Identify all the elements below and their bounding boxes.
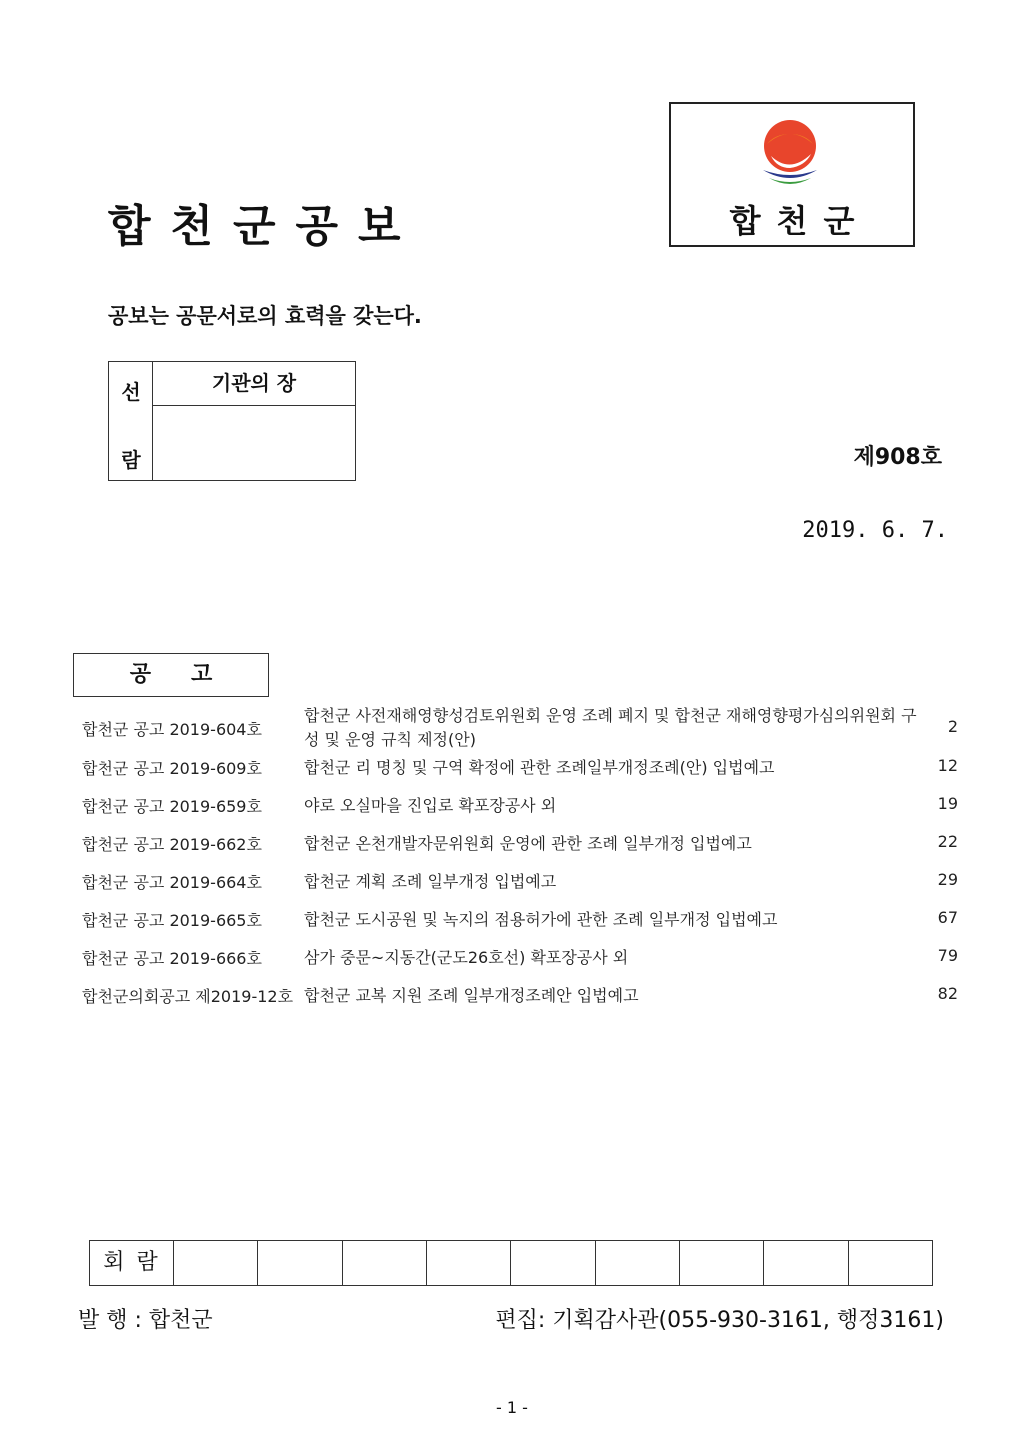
toc-number: 합천군 공고 2019-604호 xyxy=(82,720,262,739)
toc-page: 2 xyxy=(947,717,958,736)
approval-table xyxy=(108,361,356,481)
toc-page: 79 xyxy=(937,946,958,965)
toc-row xyxy=(82,756,958,794)
circulation-signature-cell xyxy=(343,1241,427,1285)
page-number: - 1 - xyxy=(496,1398,528,1417)
circulation-signature-cell xyxy=(427,1241,511,1285)
toc-row xyxy=(82,946,958,984)
circulation-signature-cell xyxy=(511,1241,595,1285)
circulation-signature-cell xyxy=(764,1241,848,1285)
toc-page: 67 xyxy=(937,908,958,927)
toc-title: 삼가 중문~지동간(군도26호선) 확포장공사 외 xyxy=(304,948,629,967)
toc-page: 12 xyxy=(937,756,958,775)
circulation-signature-cell xyxy=(596,1241,680,1285)
toc-row xyxy=(82,794,958,832)
circulation-table xyxy=(89,1240,933,1286)
circulation-signature-cell xyxy=(680,1241,764,1285)
issue-number: 제908호 xyxy=(853,445,942,470)
toc-title: 합천군 계획 조례 일부개정 입법예고 xyxy=(304,872,557,891)
section-heading: 공고 xyxy=(73,653,269,697)
toc-title: 합천군 사전재해영향성검토위원회 운영 조례 폐지 및 합천군 재해영향평가심의위원회 구성 및 운영 규칙 제정(안) xyxy=(304,706,917,749)
toc-title: 야로 오실마을 진입로 확포장공사 외 xyxy=(304,796,557,815)
toc-row xyxy=(82,870,958,908)
bulletin-title: 합천군공보 xyxy=(108,201,421,252)
county-logo xyxy=(669,102,915,247)
toc-page: 82 xyxy=(937,984,958,1003)
toc-row xyxy=(82,984,958,1022)
circulation-signature-cell xyxy=(174,1241,258,1285)
toc-title: 합천군 온천개발자문위원회 운영에 관한 조례 일부개정 입법예고 xyxy=(304,834,752,853)
editor-line: 편집: 기획감사관(055-930-3161, 행정3161) xyxy=(495,1308,944,1333)
approval-label-top: 선 xyxy=(121,380,141,404)
publisher-line: 발 행 : 합천군 xyxy=(78,1308,213,1333)
toc-row xyxy=(82,832,958,870)
approval-label-bottom: 람 xyxy=(121,448,141,472)
toc-title: 합천군 리 명칭 및 구역 확정에 관한 조례일부개정조례(안) 입법예고 xyxy=(304,758,775,777)
toc-number: 합천군 공고 2019-664호 xyxy=(82,873,262,892)
circulation-signature-cell xyxy=(849,1241,932,1285)
approval-label-column xyxy=(109,362,153,480)
toc-title: 합천군 교복 지원 조례 일부개정조례안 입법예고 xyxy=(304,986,639,1005)
toc-row xyxy=(82,704,958,756)
approval-header: 기관의 장 xyxy=(153,362,355,406)
toc-page: 29 xyxy=(937,870,958,889)
circulation-signature-cell xyxy=(258,1241,342,1285)
toc-row xyxy=(82,908,958,946)
county-name-label: 합천군 xyxy=(729,202,871,240)
table-of-contents xyxy=(82,704,958,1022)
toc-number: 합천군 공고 2019-662호 xyxy=(82,835,262,854)
county-emblem-icon xyxy=(755,116,825,192)
bulletin-subtitle: 공보는 공문서로의 효력을 갖는다. xyxy=(108,304,422,328)
toc-title: 합천군 도시공원 및 녹지의 점용허가에 관한 조례 일부개정 입법예고 xyxy=(304,910,778,929)
toc-page: 22 xyxy=(937,832,958,851)
toc-page: 19 xyxy=(937,794,958,813)
toc-number: 합천군 공고 2019-609호 xyxy=(82,759,262,778)
circulation-label: 회람 xyxy=(90,1241,174,1285)
toc-number: 합천군 공고 2019-665호 xyxy=(82,911,262,930)
toc-number: 합천군 공고 2019-666호 xyxy=(82,949,262,968)
issue-date: 2019. 6. 7. xyxy=(802,518,948,543)
toc-number: 합천군의회공고 제2019-12호 xyxy=(82,987,294,1006)
toc-number: 합천군 공고 2019-659호 xyxy=(82,797,262,816)
